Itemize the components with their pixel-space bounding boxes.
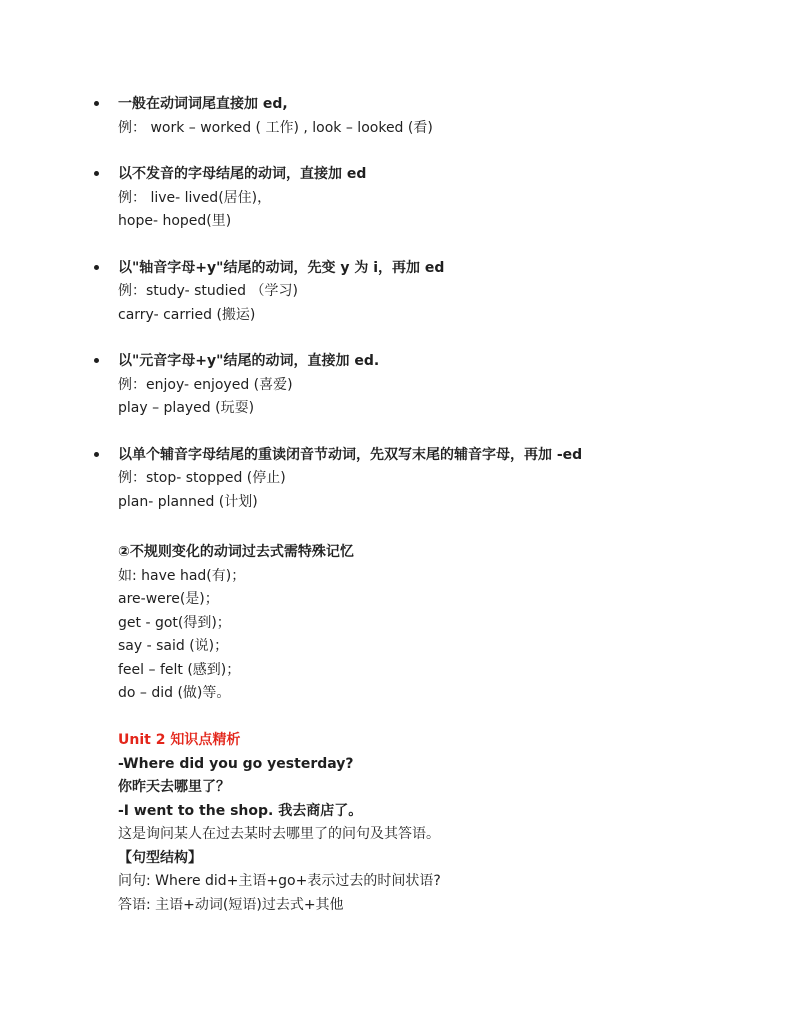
rule-example: 例：enjoy- enjoyed (喜爱) [118, 376, 293, 393]
irregular-example: 如: have had(有)； [118, 567, 246, 584]
irregular-example: do – did (做)等。 [118, 685, 231, 701]
question-english: -Where did you go yesterday? [118, 755, 354, 772]
bullet-icon [94, 171, 99, 176]
rule-item [0, 257, 800, 328]
bullet-icon [94, 358, 99, 363]
bullet-icon [94, 101, 99, 106]
question-pattern: 问句: Where did+主语+go+表示过去的时间状语? [118, 873, 441, 889]
rule-example: carry- carried (搬运) [118, 306, 256, 323]
rule-example: 例： live- lived(居住)， [118, 189, 272, 206]
rule-list [0, 93, 800, 537]
structure-heading: 【句型结构】 [118, 849, 202, 866]
answer-pattern: 答语: 主语+动词(短语)过去式+其他 [118, 896, 344, 913]
irregular-example: get - got(得到)； [118, 614, 231, 631]
rule-example: play – played (玩耍) [118, 400, 255, 416]
rule-title: 一般在动词词尾直接加 ed, [118, 96, 288, 112]
rule-example: 例： work – worked ( 工作) , look – looked (看) [118, 119, 433, 136]
irregular-heading: ②不规则变化的动词过去式需特殊记忆 [118, 544, 354, 560]
unit2-heading: Unit 2 知识点精析 [118, 732, 241, 748]
rule-title: 以"轴音字母+y"结尾的动词，先变 y 为 i，再加 ed [118, 259, 445, 276]
irregular-verbs-section [118, 541, 758, 706]
rule-example: plan- planned (计划) [118, 493, 258, 510]
rule-item [0, 163, 800, 234]
rule-title: 以不发音的字母结尾的动词，直接加 ed [118, 166, 367, 182]
rule-example: hope- hoped(里) [118, 213, 232, 229]
rule-item [0, 444, 800, 515]
rule-title: 以单个辅音字母结尾的重读闭音节动词，先双写末尾的辅音字母，再加 -ed [118, 446, 583, 463]
irregular-example: are-were(是)； [118, 591, 219, 607]
bullet-icon [94, 452, 99, 457]
bullet-icon [94, 265, 99, 270]
rule-item [0, 350, 800, 421]
rule-title: 以"元音字母+y"结尾的动词，直接加 ed. [118, 353, 380, 369]
answer-sentence: -I went to the shop. 我去商店了。 [118, 802, 363, 819]
irregular-example: say - said (说)； [118, 638, 229, 654]
rule-example: 例：stop- stopped (停止) [118, 470, 286, 486]
explanation-text: 这是询问某人在过去某时去哪里了的问句及其答语。 [118, 826, 440, 842]
rule-example: 例：study- studied （学习) [118, 283, 298, 299]
rule-item [0, 93, 800, 140]
unit2-section [118, 729, 758, 917]
question-chinese: 你昨天去哪里了？ [118, 779, 230, 795]
irregular-example: feel – felt (感到)； [118, 661, 241, 678]
